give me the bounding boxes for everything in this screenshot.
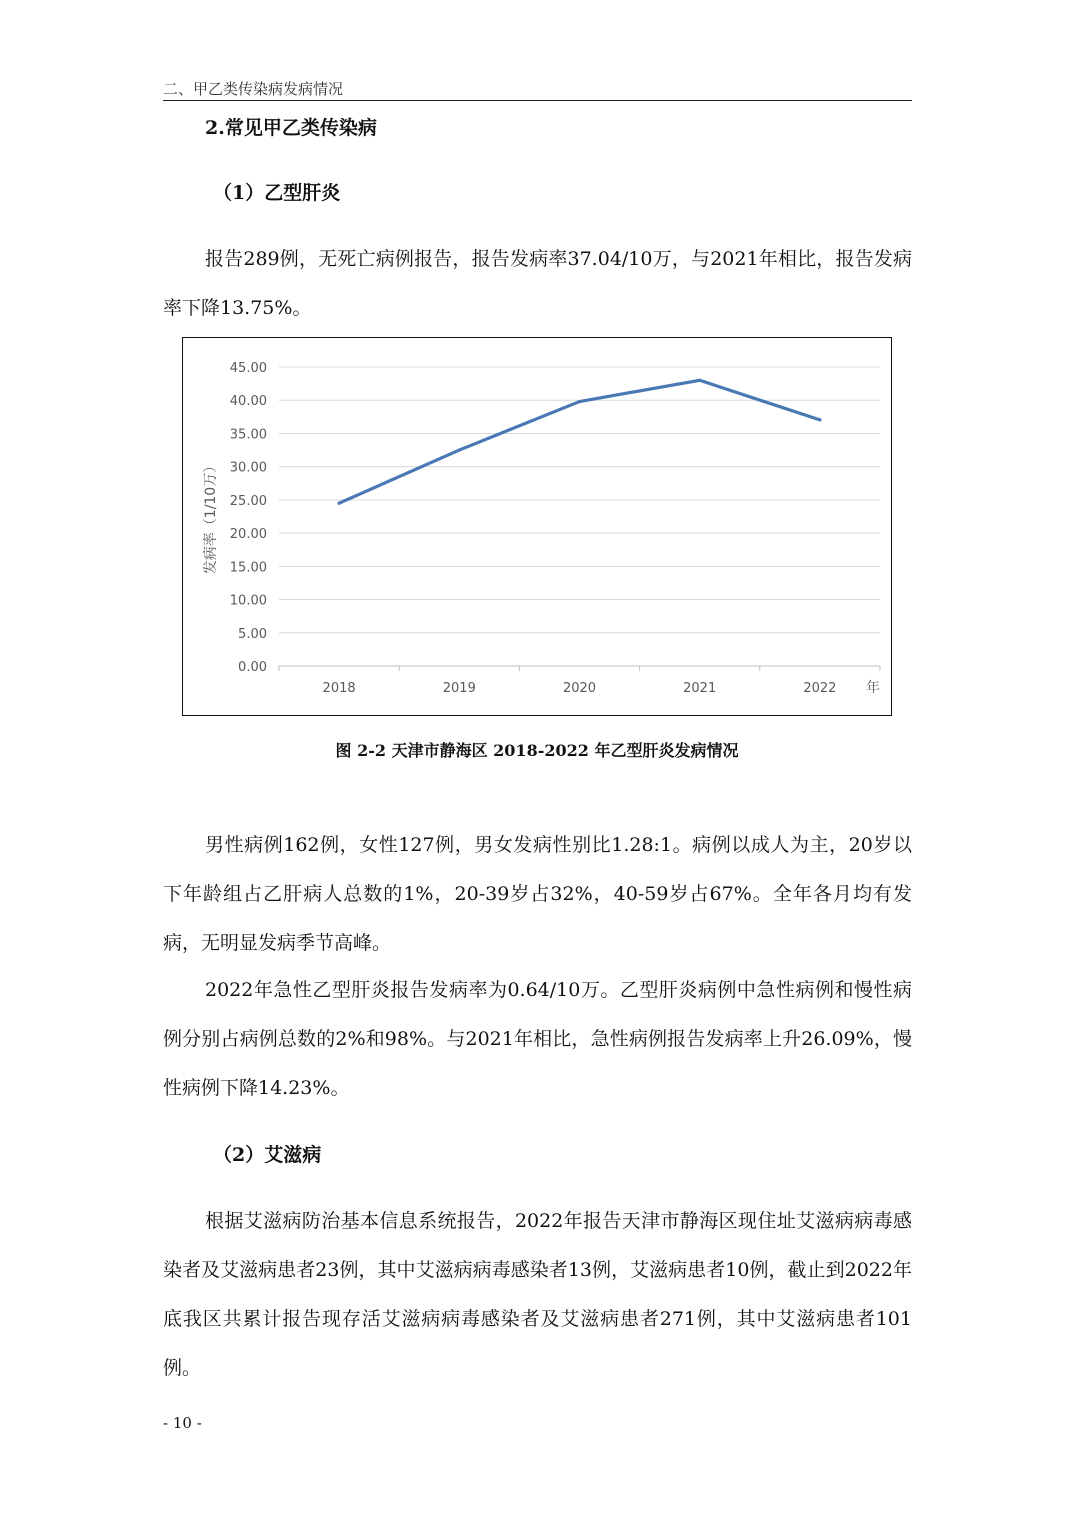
data-point	[818, 418, 821, 421]
data-point	[338, 502, 341, 505]
y-tick-label: 15.00	[229, 560, 267, 576]
data-point	[458, 448, 461, 451]
page-number: - 10 -	[163, 1414, 202, 1432]
y-tick-label: 35.00	[229, 427, 267, 443]
hepatitis-b-acute-chronic: 2022年急性乙型肝炎报告发病率为0.64/10万。乙型肝炎病例中急性病例和慢性病例分别占病例总数的2%和98%。与2021年相比，急性病例报告发病率上升26.09%，慢性病例下降14.23%。	[163, 979, 912, 1099]
figure-caption: 图 2-2 天津市静海区 2018-2022 年乙型肝炎发病情况	[335, 741, 739, 760]
x-tick-label: 2021	[683, 681, 717, 696]
x-tick-label: 2019	[442, 681, 476, 696]
chart-canvas	[183, 338, 891, 715]
y-tick-label: 30.00	[229, 460, 267, 476]
hepatitis-b-heading: （1）乙型肝炎	[213, 182, 341, 204]
header-rule	[163, 100, 912, 101]
x-axis-label: 年	[866, 680, 880, 696]
hepatitis-b-demographics: 男性病例162例，女性127例，男女发病性别比1.28:1。病例以成人为主，20岁以下年龄组占乙肝病人总数的1%，20-39岁占32%，40-59岁占67%。全年各月均有发病，无明显发病季节高峰。	[163, 834, 912, 954]
y-tick-label: 20.00	[229, 527, 267, 543]
aids-heading: （2）艾滋病	[213, 1144, 322, 1166]
x-tick-label: 2022	[803, 681, 837, 696]
x-tick-label: 2020	[562, 681, 597, 696]
x-tick-label: 2018	[322, 681, 356, 696]
y-tick-label: 5.00	[238, 626, 267, 642]
series-line	[339, 380, 820, 503]
y-axis-label: 发病率（1/10万）	[203, 458, 219, 575]
data-point	[578, 400, 581, 403]
y-tick-label: 45.00	[229, 361, 267, 376]
y-tick-label: 40.00	[229, 394, 267, 410]
y-tick-label: 0.00	[238, 660, 267, 675]
aids-summary: 根据艾滋病防治基本信息系统报告，2022年报告天津市静海区现住址艾滋病病毒感染者及艾滋病患者23例，其中艾滋病病毒感染者13例，艾滋病患者10例，截止到2022年底我区共累计报告现存活艾滋病病毒感染者及艾滋病患者271例，其中艾滋病患者101例。	[163, 1210, 912, 1379]
y-tick-label: 25.00	[229, 493, 267, 509]
y-tick-label: 10.00	[229, 593, 267, 609]
hepatitis-b-chart	[182, 337, 892, 716]
hepatitis-b-summary: 报告289例，无死亡病例报告，报告发病率37.04/10万，与2021年相比，报告发病率下降13.75%。	[163, 248, 912, 319]
running-header: 二、甲乙类传染病发病情况	[163, 80, 344, 98]
section-title: 2.常见甲乙类传染病	[205, 117, 377, 139]
data-point	[698, 379, 701, 382]
